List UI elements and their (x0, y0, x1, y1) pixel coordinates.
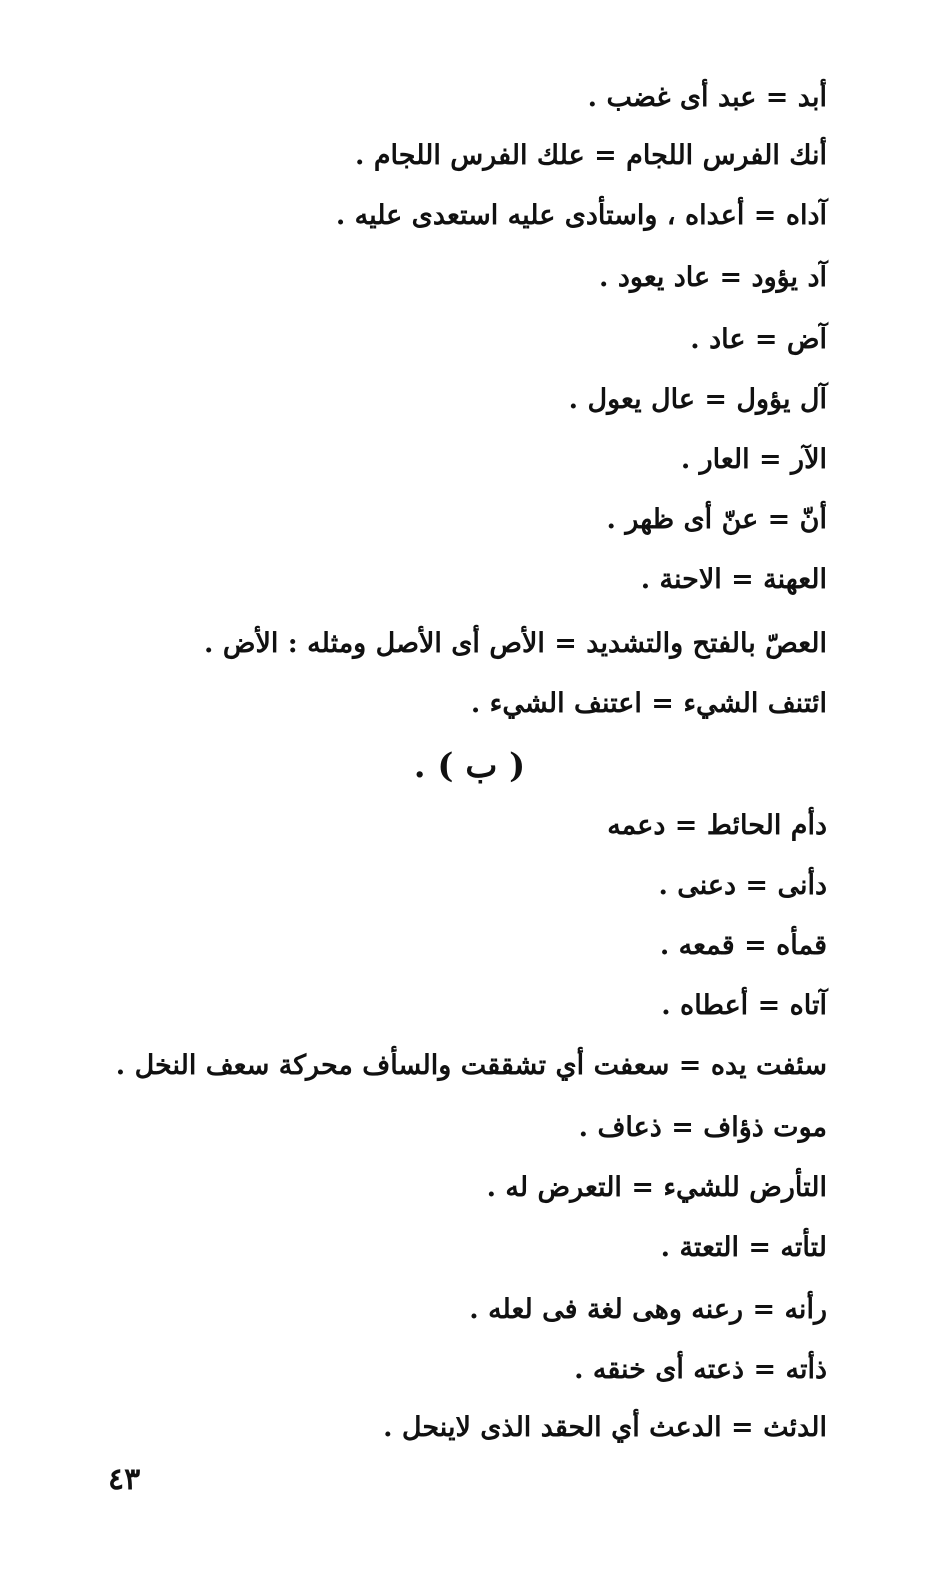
entry-line: آض = عاد . (690, 324, 827, 355)
entry-line: دأم الحائط = دعمه (607, 810, 827, 841)
entry-line: ذأته = ذعته أى خنقه . (574, 1354, 827, 1385)
entry-line: الآر = العار . (680, 444, 827, 475)
page-number: ٤٣ (108, 1462, 141, 1497)
entry-line: موت ذؤاف = ذعاف . (578, 1112, 827, 1143)
entry-line: ائتنف الشيء = اعتنف الشيء . (470, 688, 827, 719)
entry-line: الدئث = الدعث أي الحقد الذى لاينحل . (383, 1412, 827, 1443)
entry-line: أنّ = عنّ أى ظهر . (606, 504, 827, 535)
entry-line: أنك الفرس اللجام = علك الفرس اللجام . (355, 140, 827, 171)
entry-line: آتاه = أعطاه . (661, 990, 827, 1021)
entry-line: العهنة = الاحنة . (640, 564, 827, 595)
entry-line: قمأه = قمعه . (659, 930, 827, 961)
entry-line: دأنى = دعنى . (658, 870, 827, 901)
entry-line: التأرض للشيء = التعرض له . (486, 1172, 827, 1203)
entry-line: آداه = أعداه ، واستأدى عليه استعدى عليه . (335, 200, 827, 231)
entry-line: رأنه = رعنه وهى لغة فى لعله . (469, 1294, 827, 1325)
section-heading: ( ب ) . (413, 746, 526, 786)
entry-line: أبد = عبد أى غضب . (587, 82, 827, 113)
entry-line: لتأته = التعتة . (660, 1232, 827, 1263)
entry-line: آد يؤود = عاد يعود . (599, 262, 827, 293)
entry-line: آل يؤول = عال يعول . (568, 384, 827, 415)
entry-line: العصّ بالفتح والتشديد = الأص أى الأصل ومثله : الأض . (204, 628, 827, 659)
entry-line: سئفت يده = سعفت أي تشققت والسأف محركة سعف النخل . (115, 1050, 827, 1081)
